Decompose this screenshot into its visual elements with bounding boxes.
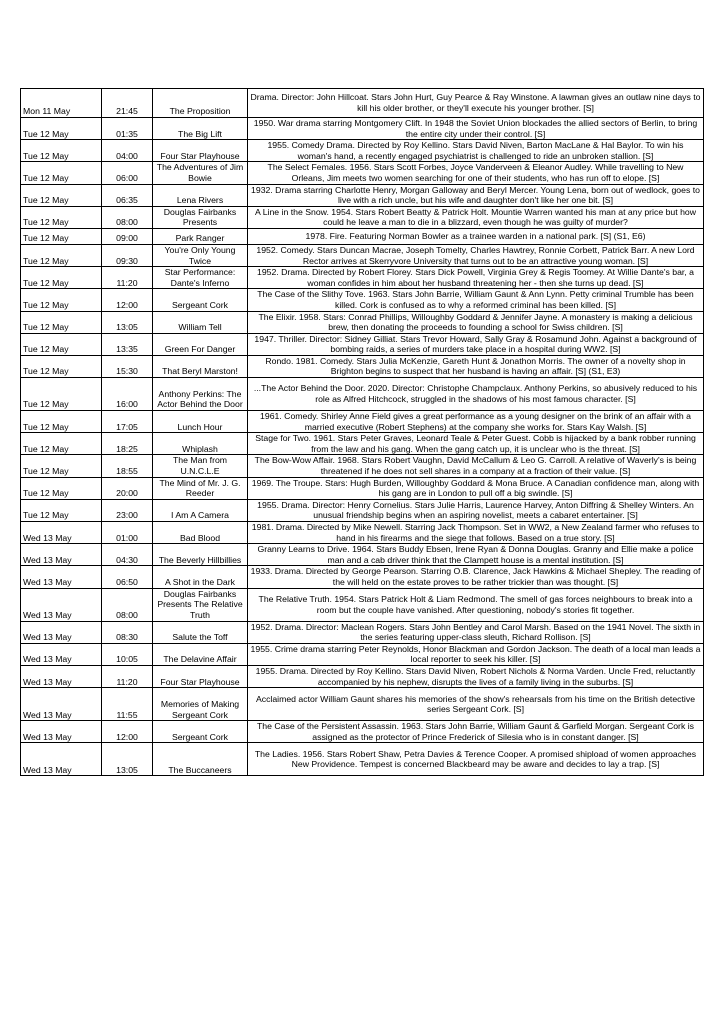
date-cell: Tue 12 May xyxy=(21,499,102,521)
table-row xyxy=(21,665,704,687)
description-cell: 1933. Drama. Directed by George Pearson. Starring O.B. Clarence, Jack Hawkins & Michael Shepley. The reading of the will held on the estate proves to be rather trickier than was thought. [S] xyxy=(248,566,704,588)
description-cell: The Case of the Persistent Assassin. 1963. Stars John Barrie, William Gaunt & Garfield Morgan. Sergeant Cork is assigned as the protector of Prince Frederick of Silesia who is in constant danger. [S] xyxy=(248,721,704,743)
time-cell: 04:00 xyxy=(102,140,153,162)
date-cell: Tue 12 May xyxy=(21,206,102,228)
title-cell: Douglas Fairbanks Presents xyxy=(153,206,248,228)
title-cell: The Proposition xyxy=(153,89,248,118)
table-row xyxy=(21,455,704,477)
description-cell: Rondo. 1981. Comedy. Stars Julia McKenzie, Gareth Hunt & Jonathon Morris. The owner of a novelty shop in Brighton begins to suspect that her husband is having an affair. [S] (S1, E3) xyxy=(248,355,704,377)
date-cell: Tue 12 May xyxy=(21,244,102,266)
time-cell: 09:00 xyxy=(102,228,153,244)
title-cell: The Adventures of Jim Bowie xyxy=(153,162,248,184)
table-row xyxy=(21,228,704,244)
date-cell: Wed 13 May xyxy=(21,566,102,588)
date-cell: Tue 12 May xyxy=(21,118,102,140)
title-cell: Lunch Hour xyxy=(153,411,248,433)
description-cell: 1961. Comedy. Shirley Anne Field gives a great performance as a young designer on the brink of an affair with a married executive (Robert Stephens) at the company she works for. Stars Kay Walsh. [S] xyxy=(248,411,704,433)
table-row xyxy=(21,499,704,521)
description-cell: 1952. Drama. Directed by Robert Florey. Stars Dick Powell, Virginia Grey & Regis Toomey. At Willie Dante's bar, a woman confides in him about her husband threatening her - then she turns up dead. [S] xyxy=(248,267,704,289)
title-cell: Sergeant Cork xyxy=(153,721,248,743)
description-cell: A Line in the Snow. 1954. Stars Robert Beatty & Patrick Holt. Mountie Warren wanted his man at any price but how could he leave a man to die in a blizzard, even though he was guilty of murder? xyxy=(248,206,704,228)
description-cell: 1955. Crime drama starring Peter Reynolds, Honor Blackman and Gordon Jackson. The death of a local man leads a local reporter to seek his killer. [S] xyxy=(248,643,704,665)
date-cell: Wed 13 May xyxy=(21,643,102,665)
table-row xyxy=(21,333,704,355)
table-row xyxy=(21,477,704,499)
title-cell: Bad Blood xyxy=(153,522,248,544)
date-cell: Mon 11 May xyxy=(21,89,102,118)
time-cell: 08:30 xyxy=(102,621,153,643)
time-cell: 04:30 xyxy=(102,544,153,566)
date-cell: Tue 12 May xyxy=(21,378,102,411)
description-cell: 1932. Drama starring Charlotte Henry, Morgan Galloway and Beryl Mercer. Young Lena, born out of wedlock, goes to live with a rich uncle, but his wife and daughter don't like her one bit. [S] xyxy=(248,184,704,206)
table-row xyxy=(21,522,704,544)
title-cell: You're Only Young Twice xyxy=(153,244,248,266)
title-cell: William Tell xyxy=(153,311,248,333)
time-cell: 21:45 xyxy=(102,89,153,118)
date-cell: Wed 13 May xyxy=(21,588,102,621)
title-cell: The Beverly Hillbillies xyxy=(153,544,248,566)
time-cell: 06:00 xyxy=(102,162,153,184)
title-cell: Sergeant Cork xyxy=(153,289,248,311)
table-row xyxy=(21,244,704,266)
table-row xyxy=(21,688,704,721)
table-row xyxy=(21,588,704,621)
table-row xyxy=(21,89,704,118)
date-cell: Tue 12 May xyxy=(21,333,102,355)
description-cell: 1969. The Troupe. Stars: Hugh Burden, Willoughby Goddard & Mona Bruce. A Canadian confidence man, along with his gang are in London to pull off a big swindle. [S] xyxy=(248,477,704,499)
table-row xyxy=(21,544,704,566)
title-cell: Memories of Making Sergeant Cork xyxy=(153,688,248,721)
description-cell: 1978. Fire. Featuring Norman Bowler as a trainee warden in a national park. [S] (S1, E6) xyxy=(248,228,704,244)
title-cell: Whiplash xyxy=(153,433,248,455)
description-cell: 1955. Drama. Directed by Roy Kellino. Stars David Niven, Robert Nichols & Norma Varden. Uncle Fred, reluctantly accompanied by his nephew, disrupts the lives of a family living in the suburbs. [S] xyxy=(248,665,704,687)
date-cell: Tue 12 May xyxy=(21,162,102,184)
time-cell: 06:35 xyxy=(102,184,153,206)
description-cell: ...The Actor Behind the Door. 2020. Director: Christophe Champclaux. Anthony Perkins, so abusively reduced to his role as Alfred Hitchcock, struggled in the shadows of his most famous character. [S] xyxy=(248,378,704,411)
description-cell: The Select Females. 1956. Stars Scott Forbes, Joyce Vanderveen & Eleanor Audley. While travelling to New Orleans, Jim meets two women searching for one of their students, who has run off to elope. [S] xyxy=(248,162,704,184)
date-cell: Tue 12 May xyxy=(21,289,102,311)
date-cell: Tue 12 May xyxy=(21,433,102,455)
schedule-body xyxy=(21,89,704,776)
table-row xyxy=(21,311,704,333)
date-cell: Wed 13 May xyxy=(21,544,102,566)
description-cell: 1955. Comedy Drama. Directed by Roy Kellino. Stars David Niven, Barton MacLane & Hal Baylor. To win his woman's hand, a recently engaged psychiatrist is challenged to ride an unbroken stallion. [S] xyxy=(248,140,704,162)
description-cell: 1952. Drama. Director: Maclean Rogers. Stars John Bentley and Carol Marsh. Based on the 1941 Novel. The sixth in the series featuring upper-class sleuth, Richard Rollison. [S] xyxy=(248,621,704,643)
time-cell: 11:20 xyxy=(102,665,153,687)
time-cell: 01:00 xyxy=(102,522,153,544)
table-row xyxy=(21,118,704,140)
date-cell: Tue 12 May xyxy=(21,267,102,289)
table-row xyxy=(21,411,704,433)
time-cell: 11:20 xyxy=(102,267,153,289)
time-cell: 12:00 xyxy=(102,721,153,743)
time-cell: 10:05 xyxy=(102,643,153,665)
title-cell: Star Performance: Dante's Inferno xyxy=(153,267,248,289)
description-cell: 1950. War drama starring Montgomery Clift. In 1948 the Soviet Union blockades the allied sectors of Berlin, to bring the entire city under their control. [S] xyxy=(248,118,704,140)
time-cell: 16:00 xyxy=(102,378,153,411)
date-cell: Tue 12 May xyxy=(21,140,102,162)
description-cell: The Relative Truth. 1954. Stars Patrick Holt & Liam Redmond. The smell of gas forces neighbours to break into a room but the couple have vanished. After questioning, nobody's stories fit together. xyxy=(248,588,704,621)
table-row xyxy=(21,621,704,643)
title-cell: Four Star Playhouse xyxy=(153,665,248,687)
time-cell: 08:00 xyxy=(102,206,153,228)
description-cell: Granny Learns to Drive. 1964. Stars Buddy Ebsen, Irene Ryan & Donna Douglas. Granny and Ellie make a police man and a cab driver think that the Clampett house is a mental institution. [S] xyxy=(248,544,704,566)
date-cell: Tue 12 May xyxy=(21,184,102,206)
time-cell: 17:05 xyxy=(102,411,153,433)
title-cell: The Buccaneers xyxy=(153,743,248,776)
date-cell: Wed 13 May xyxy=(21,743,102,776)
table-row xyxy=(21,721,704,743)
time-cell: 11:55 xyxy=(102,688,153,721)
time-cell: 08:00 xyxy=(102,588,153,621)
description-cell: The Bow-Wow Affair. 1968. Stars Robert Vaughn, David McCallum & Leo G. Carroll. A relative of Waverly's is being threatened if he does not sell shares in a company at a fraction of their value. [S] xyxy=(248,455,704,477)
description-cell: 1947. Thriller. Director: Sidney Gilliat. Stars Trevor Howard, Sally Gray & Rosamund John. Against a background of bombing raids, a series of murders take place in a hospital during WW2. [S] xyxy=(248,333,704,355)
time-cell: 13:35 xyxy=(102,333,153,355)
table-row xyxy=(21,206,704,228)
title-cell: Park Ranger xyxy=(153,228,248,244)
table-row xyxy=(21,355,704,377)
title-cell: Anthony Perkins: The Actor Behind the Door xyxy=(153,378,248,411)
table-row xyxy=(21,643,704,665)
date-cell: Wed 13 May xyxy=(21,665,102,687)
title-cell: Salute the Toff xyxy=(153,621,248,643)
title-cell: Green For Danger xyxy=(153,333,248,355)
date-cell: Tue 12 May xyxy=(21,477,102,499)
table-row xyxy=(21,184,704,206)
title-cell: The Delavine Affair xyxy=(153,643,248,665)
date-cell: Wed 13 May xyxy=(21,721,102,743)
time-cell: 01:35 xyxy=(102,118,153,140)
date-cell: Tue 12 May xyxy=(21,311,102,333)
description-cell: 1955. Drama. Director: Henry Cornelius. Stars Julie Harris, Laurence Harvey, Anton Diffring & Shelley Winters. An unusual friendship begins when an aspiring novelist, meets a cabaret entertainer. [S] xyxy=(248,499,704,521)
table-row xyxy=(21,743,704,776)
time-cell: 09:30 xyxy=(102,244,153,266)
title-cell: A Shot in the Dark xyxy=(153,566,248,588)
description-cell: Acclaimed actor William Gaunt shares his memories of the show's rehearsals from his time on the British detective series Sergeant Cork. [S] xyxy=(248,688,704,721)
title-cell: That Beryl Marston! xyxy=(153,355,248,377)
time-cell: 20:00 xyxy=(102,477,153,499)
title-cell: The Man from U.N.C.L.E xyxy=(153,455,248,477)
table-row xyxy=(21,566,704,588)
time-cell: 13:05 xyxy=(102,311,153,333)
table-row xyxy=(21,378,704,411)
time-cell: 06:50 xyxy=(102,566,153,588)
time-cell: 23:00 xyxy=(102,499,153,521)
date-cell: Wed 13 May xyxy=(21,688,102,721)
schedule-table xyxy=(20,88,704,776)
date-cell: Wed 13 May xyxy=(21,522,102,544)
date-cell: Tue 12 May xyxy=(21,455,102,477)
table-row xyxy=(21,162,704,184)
description-cell: 1952. Comedy. Stars Duncan Macrae, Joseph Tomelty, Charles Hawtrey, Ronnie Corbett, Patrick Barr. A new Lord Rector arrives at Skerryvore University that turns out to be an attractive young woman. [S] xyxy=(248,244,704,266)
time-cell: 15:30 xyxy=(102,355,153,377)
title-cell: I Am A Camera xyxy=(153,499,248,521)
time-cell: 18:55 xyxy=(102,455,153,477)
time-cell: 18:25 xyxy=(102,433,153,455)
time-cell: 12:00 xyxy=(102,289,153,311)
date-cell: Tue 12 May xyxy=(21,355,102,377)
title-cell: Lena Rivers xyxy=(153,184,248,206)
description-cell: Stage for Two. 1961. Stars Peter Graves, Leonard Teale & Peter Guest. Cobb is hijacked by a bank robber running from the law and his gang. When the gang catch up, it is unclear who is the threat. [S] xyxy=(248,433,704,455)
time-cell: 13:05 xyxy=(102,743,153,776)
description-cell: Drama. Director: John Hillcoat. Stars John Hurt, Guy Pearce & Ray Winstone. A lawman gives an outlaw nine days to kill his older brother, or they'll execute his younger brother. [S] xyxy=(248,89,704,118)
title-cell: Douglas Fairbanks Presents The Relative Truth xyxy=(153,588,248,621)
date-cell: Wed 13 May xyxy=(21,621,102,643)
title-cell: The Big Lift xyxy=(153,118,248,140)
description-cell: The Ladies. 1956. Stars Robert Shaw, Petra Davies & Terence Cooper. A promised shipload of women approaches New Providence. Tempest is concerned Blackbeard may be aware and decides to lay a trap. [S] xyxy=(248,743,704,776)
table-row xyxy=(21,433,704,455)
date-cell: Tue 12 May xyxy=(21,411,102,433)
description-cell: The Case of the Slithy Tove. 1963. Stars John Barrie, William Gaunt & Ann Lynn. Petty criminal Trumble has been killed. Cork is confused as to why a reformed criminal has been killed. [S] xyxy=(248,289,704,311)
description-cell: 1981. Drama. Directed by Mike Newell. Starring Jack Thompson. Set in WW2, a New Zealand farmer who refuses to hand in his firearms and the siege that follows. Based on a true story. [S] xyxy=(248,522,704,544)
description-cell: The Elixir. 1958. Stars: Conrad Phillips, Willoughby Goddard & Jennifer Jayne. A monastery is making a delicious brew, then donating the proceeds to founding a school for Swiss children. [S] xyxy=(248,311,704,333)
table-row xyxy=(21,140,704,162)
title-cell: The Mind of Mr. J. G. Reeder xyxy=(153,477,248,499)
table-row xyxy=(21,267,704,289)
date-cell: Tue 12 May xyxy=(21,228,102,244)
title-cell: Four Star Playhouse xyxy=(153,140,248,162)
table-row xyxy=(21,289,704,311)
